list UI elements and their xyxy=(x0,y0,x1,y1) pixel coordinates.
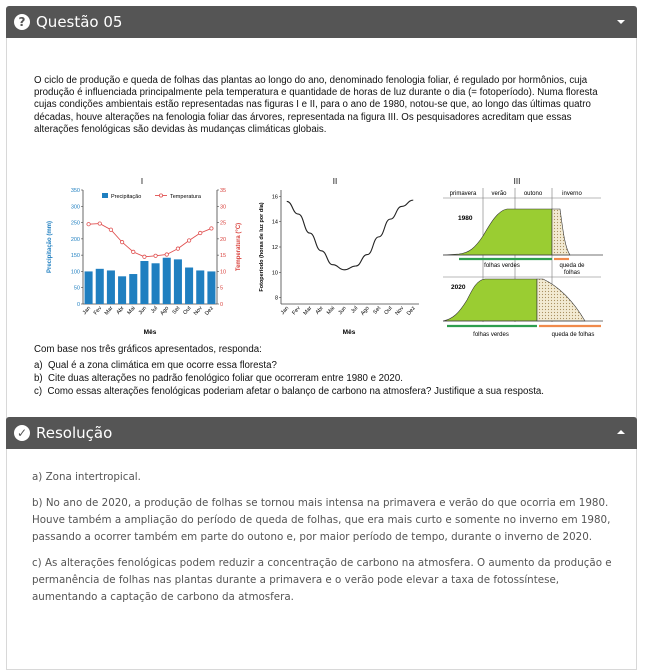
fig2-xlabel: Mês xyxy=(342,329,356,336)
fig1-month-label: Fev xyxy=(92,305,104,317)
fig1-temp-point xyxy=(132,250,135,253)
figures-area xyxy=(7,176,638,346)
fig2-photoperiod-path xyxy=(287,200,414,270)
fig1-left-ticks xyxy=(71,188,83,308)
fig1-temperature-line xyxy=(87,222,213,259)
fig2-month-label: Jul xyxy=(350,305,360,315)
fig1-temp-point xyxy=(154,254,157,257)
fig2-month-label: Nov xyxy=(394,305,406,317)
fig1-right-tick-label: 10 xyxy=(220,269,227,276)
fig1-precip-bar xyxy=(207,271,215,304)
fig1-month-label: Jan xyxy=(81,305,93,317)
fig1-bars xyxy=(85,258,216,304)
fig1-month-label: Out xyxy=(182,305,193,317)
fig2-month-label: Ago xyxy=(359,305,371,317)
fig2-tick-label: 14 xyxy=(271,219,278,226)
fig3-1980-green-label: folhas verdes xyxy=(484,263,520,269)
fig1-right-tick-label: 0 xyxy=(220,302,224,308)
fig1-precip-bar xyxy=(118,276,126,304)
fig1-month-label: Jul xyxy=(149,305,160,315)
fig1-ylabel-left: Precipitação (mm) xyxy=(47,220,53,274)
fig1-precip-bar xyxy=(152,263,160,304)
fig1-temp-point xyxy=(176,247,179,250)
fig1-temp-polyline xyxy=(89,224,212,257)
fig1-left-tick-label: 150 xyxy=(70,253,80,260)
fig1-month-label: Mar xyxy=(103,305,115,317)
figure-iii-label: III xyxy=(513,177,521,186)
fig1-right-tick-label: 35 xyxy=(220,188,227,194)
fig2-month-label: Out xyxy=(383,305,394,317)
fig1-month-label: Abr xyxy=(115,305,126,316)
fig1-left-tick-label: 350 xyxy=(70,188,80,194)
figure-i xyxy=(47,177,242,336)
fig1-precip-bar xyxy=(85,271,93,304)
fig3-1980-fall-label-a: queda de xyxy=(559,263,585,269)
fig1-precip-bar xyxy=(185,268,193,304)
question-circle-icon: ? xyxy=(14,14,30,30)
question-item-c: c) Como essas alterações fenológicas poderiam afetar o balanço de carbono na atmosfera? Justifique a sua resposta. xyxy=(34,386,544,397)
fig2-month-label: Mai xyxy=(325,305,337,317)
figure-ii-label: II xyxy=(332,177,338,186)
fig3-1980-fall-label-b: folhas xyxy=(563,270,581,276)
question-item-b: b) Cite duas alterações no padrão fenológico foliar que ocorreram entre 1980 e 2020. xyxy=(34,373,403,384)
fig1-temp-point xyxy=(98,222,101,225)
fig1-legend-temp: Temperatura xyxy=(170,194,201,200)
fig3-season-autumn: outono xyxy=(523,191,543,197)
fig1-month-label: Mai xyxy=(126,305,137,317)
fig2-ylabel: Fotoperíodo (horas de luz por dia) xyxy=(259,202,265,292)
check-circle-icon: ✓ xyxy=(14,425,30,441)
fig3-season-winter: inverno xyxy=(562,191,582,197)
fig1-precip-bar xyxy=(163,258,171,304)
figure-i-label: I xyxy=(140,177,144,186)
fig1-right-tick-label: 20 xyxy=(220,236,227,243)
fig3-2020-fall-label: queda de folhas xyxy=(551,332,595,338)
fig3-year-1980: 1980 xyxy=(458,215,473,222)
fig1-left-tick-label: 250 xyxy=(70,220,80,227)
resolution-answer-c: c) As alterações fenológicas podem reduzir a concentração de carbono na atmosfera. O aumento da produção e permanência de folhas nas plantas durante a primavera e o verão pode elevar a taxa de fotossíntese, aumentando a captação de carbono da atmosfera. xyxy=(32,557,612,603)
question-panel xyxy=(6,6,637,437)
fig1-legend-precip-swatch xyxy=(102,193,108,198)
fig1-temp-point xyxy=(199,231,202,234)
resolution-panel xyxy=(6,417,637,670)
fig1-month-label: Ago xyxy=(159,305,171,317)
fig3-2020-fall-area xyxy=(537,279,585,321)
resolution-title: Resolução xyxy=(36,424,113,442)
question-intro xyxy=(34,75,614,136)
fig2-month-label: Jan xyxy=(279,305,291,317)
question-item-a: a) Qual é a zona climática em que ocorre essa floresta? xyxy=(34,360,277,371)
fig1-left-tick-label: 50 xyxy=(73,285,80,292)
fig3-season-summer: verão xyxy=(491,191,507,197)
fig2-month-label: Abr xyxy=(314,305,325,316)
fig3-2020-green-label: folhas verdes xyxy=(473,332,509,338)
fig1-temp-point xyxy=(187,239,190,242)
fig1-x-ticks xyxy=(82,305,215,317)
question-panel-header[interactable] xyxy=(6,6,637,38)
fig2-month-label: Mar xyxy=(302,305,314,317)
fig2-y-ticks xyxy=(272,194,281,301)
fig2-month-label: Dez xyxy=(405,305,417,317)
fig1-left-tick-label: 300 xyxy=(70,204,80,211)
fig1-temp-point xyxy=(165,253,168,256)
fig1-temp-point xyxy=(120,240,123,243)
fig2-tick-label: 12 xyxy=(271,245,278,251)
collapse-caret-up-icon[interactable] xyxy=(617,430,625,434)
question-prompt: Com base nos três gráficos apresentados, responda: xyxy=(34,344,262,355)
fig1-left-tick-label: 100 xyxy=(70,269,80,276)
fig1-temp-point xyxy=(143,255,146,258)
fig1-precip-bar xyxy=(140,261,148,304)
fig1-precip-bar xyxy=(174,259,182,304)
fig2-tick-label: 10 xyxy=(271,270,278,277)
fig1-temp-point xyxy=(109,228,112,231)
resolution-answer-a: a) Zona intertropical. xyxy=(32,471,141,483)
fig1-ylabel-right: Temperatura (°C) xyxy=(236,222,242,272)
fig1-left-tick-label: 0 xyxy=(76,302,80,308)
fig2-month-label: Jun xyxy=(337,305,348,317)
fig2-photoperiod-curve xyxy=(287,200,414,270)
fig1-legend-precip: Precipitação xyxy=(111,194,142,200)
fig1-month-label: Jun xyxy=(137,305,148,317)
fig1-precip-bar xyxy=(196,270,204,304)
fig1-temp-point xyxy=(87,223,90,226)
resolution-panel-header[interactable] xyxy=(6,417,637,449)
fig2-month-label: Fev xyxy=(291,305,302,317)
fig3-year-2020: 2020 xyxy=(451,284,466,291)
fig1-precip-bar xyxy=(129,274,137,304)
question-panel-body xyxy=(6,38,637,437)
figure-ii xyxy=(259,177,419,336)
fig2-tick-label: 16 xyxy=(271,194,278,201)
fig1-right-tick-label: 30 xyxy=(220,204,227,211)
fig1-month-label: Nov xyxy=(192,305,204,317)
resolution-answer-b: b) No ano de 2020, a produção de folhas se tornou mais intensa na primavera e verão do que ocorria em 1980. Houve também a ampliação do período de queda de folhas, que era mais curto e somente no inverno em 1980, passando a ocorrer também em parte do outono e, por maior período de tempo, durante o inverno de 2020. xyxy=(32,497,611,543)
figure-iii xyxy=(443,177,603,338)
fig1-temp-point xyxy=(210,227,213,230)
collapse-caret-down-icon[interactable] xyxy=(617,20,625,24)
fig1-right-tick-label: 25 xyxy=(220,220,227,227)
fig3-season-spring: primavera xyxy=(449,191,477,197)
fig1-right-tick-label: 5 xyxy=(220,285,224,292)
fig1-precip-bar xyxy=(107,270,115,304)
fig2-tick-label: 8 xyxy=(274,295,278,302)
fig1-precip-bar xyxy=(96,269,104,304)
fig1-legend-temp-marker xyxy=(159,194,162,197)
question-intro-text: O ciclo de produção e queda de folhas das plantas ao longo do ano, denominado fenologia foliar, é regulado por hormônios, cuja produção é influenciada principalmente pela temperatura e quantidade de horas de luz durante o dia (= fotoperíodo). Numa floresta cujas condições ambientais estão representadas nas figuras I e II, para o ano de 1980, notou-se que, ao longo das últimas quatro décadas, houve alterações na fenologia foliar das árvores, representada na figura III. Os pesquisadores acreditam que essas alterações fenológicas são devidas às mudanças climáticas globais. xyxy=(34,75,598,135)
fig2-month-label: Set xyxy=(372,305,383,316)
fig1-right-ticks xyxy=(217,188,226,308)
fig1-right-tick-label: 15 xyxy=(220,253,227,260)
fig1-month-label: Dez xyxy=(204,305,215,317)
question-title: Questão 05 xyxy=(36,13,123,31)
fig1-left-tick-label: 200 xyxy=(70,236,80,243)
fig1-month-label: Set xyxy=(171,305,182,316)
fig3-1980-fall-area xyxy=(552,209,570,255)
fig1-xlabel: Mês xyxy=(143,329,157,336)
fig2-x-ticks xyxy=(280,305,417,317)
resolution-panel-body xyxy=(6,449,637,670)
